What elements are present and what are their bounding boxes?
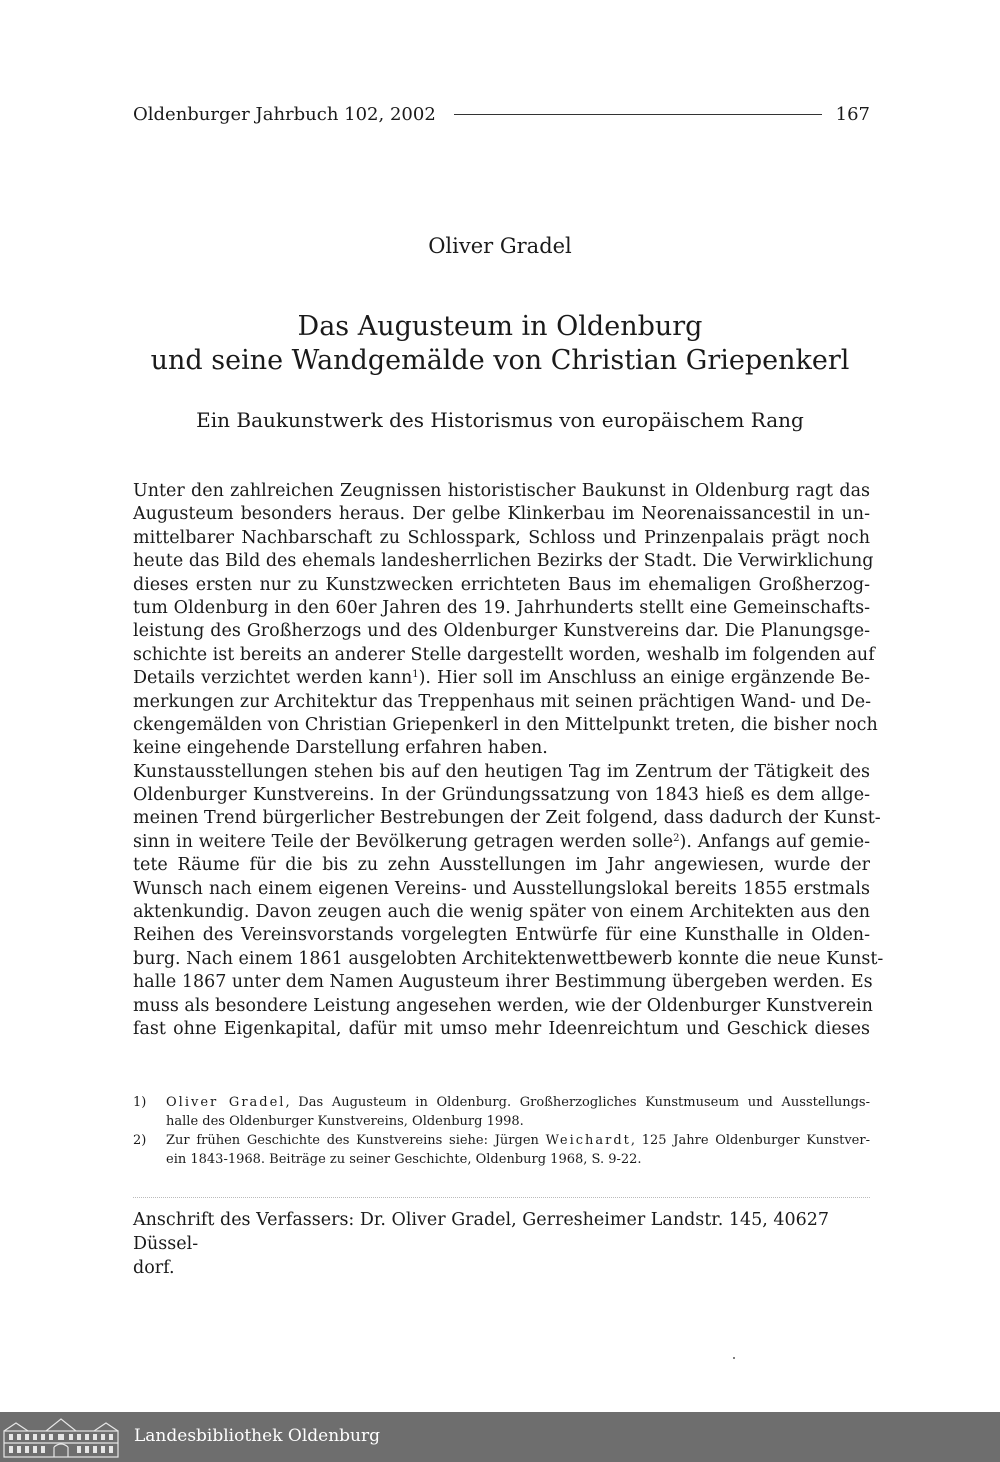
footer-label: Landesbibliothek Oldenburg xyxy=(134,1426,381,1446)
footnote-number: 2) xyxy=(133,1133,147,1148)
body-text-fragment: ). Anfangs auf gemie- xyxy=(679,831,870,852)
footnote-text: , Das Augusteum in Oldenburg. Großherzogliches Kunstmuseum und Ausstellungs- xyxy=(285,1095,870,1110)
footnote-2 xyxy=(133,1131,870,1169)
body-line: tum Oldenburg in den 60er Jahren des 19. Jahrhunderts stellt eine Gemeinschafts- xyxy=(133,597,870,618)
body-line: keine eingehende Darstellung erfahren haben. xyxy=(133,738,548,759)
body-line: Wunsch nach einem eigenen Vereins- und Ausstellungslokal bereits 1855 erstmals xyxy=(133,878,870,899)
article-title-line-2: und seine Wandgemälde von Christian Griepenkerl xyxy=(150,345,850,376)
body-line: ckengemälden von Christian Griepenkerl in den Mittelpunkt treten, die bisher noch xyxy=(133,714,878,735)
page-number: 167 xyxy=(835,103,870,125)
article-title-line-1: Das Augusteum in Oldenburg xyxy=(297,311,703,342)
article-title xyxy=(0,310,1000,378)
footnote-author: Oliver Gradel xyxy=(166,1095,286,1110)
footnote-text: Zur frühen Geschichte des Kunstvereins siehe: Jürgen xyxy=(166,1133,546,1148)
footnote-ref-1[interactable]: 1 xyxy=(412,669,419,681)
body-line: tete Räume für die bis zu zehn Ausstellungen im Jahr angewiesen, wurde der xyxy=(133,855,870,876)
body-text-fragment: Details verzichtet werden kann xyxy=(133,668,413,689)
journal-title: Oldenburger Jahrbuch 102, 2002 xyxy=(133,103,436,125)
footnote-1 xyxy=(133,1093,870,1131)
body-line: schichte ist bereits an anderer Stelle dargestellt worden, weshalb im folgenden auf xyxy=(133,644,875,665)
address-line-1: Anschrift des Verfassers: Dr. Oliver Gradel, Gerresheimer Landstr. 145, 40627 Düssel- xyxy=(133,1210,830,1254)
body-line xyxy=(133,667,870,690)
footnote-line: ein 1843-1968. Beiträge zu seiner Geschichte, Oldenburg 1968, S. 9-22. xyxy=(166,1152,642,1167)
body-line xyxy=(133,831,870,854)
library-building-icon xyxy=(2,1415,120,1459)
body-line: heute das Bild des ehemals landesherrlichen Bezirks der Stadt. Die Verwirklichung xyxy=(133,551,874,572)
body-line: merkungen zur Architektur das Treppenhaus mit seinen prächtigen Wand- und De- xyxy=(133,691,872,712)
body-line: muss als besondere Leistung angesehen werden, wie der Oldenburger Kunstverein xyxy=(133,995,873,1016)
running-head xyxy=(133,101,870,127)
body-text-fragment: sinn in weitere Teile der Bevölkerung getragen werden solle xyxy=(133,831,674,852)
body-line: Reihen des Vereinsvorstands vorgelegten Entwürfe für eine Kunsthalle in Olden- xyxy=(133,925,870,946)
footnote-author: Weichardt xyxy=(545,1133,631,1148)
body-line: fast ohne Eigenkapital, dafür mit umso mehr Ideenreichtum und Geschick dieses xyxy=(133,1018,870,1039)
body-text-fragment: ). Hier soll im Anschluss an einige ergänzende Be- xyxy=(418,668,870,689)
body-line: halle 1867 unter dem Namen Augusteum ihrer Bestimmung übergeben werden. Es xyxy=(133,972,873,993)
body-line: Oldenburger Kunstvereins. In der Gründungssatzung von 1843 hieß es dem allge- xyxy=(133,785,870,806)
body-line: burg. Nach einem 1861 ausgelobten Architektenwettbewerb konnte die neue Kunst- xyxy=(133,948,884,969)
body-line: Unter den zahlreichen Zeugnissen historistischer Baukunst in Oldenburg ragt das xyxy=(133,481,870,501)
article-subtitle: Ein Baukunstwerk des Historismus von europäischem Rang xyxy=(196,408,804,432)
header-rule xyxy=(454,114,822,115)
scan-speck xyxy=(733,1357,735,1359)
footnote-ref-2[interactable]: 2 xyxy=(673,832,680,844)
author-address xyxy=(133,1208,870,1280)
body-line: meinen Trend bürgerlicher Bestrebungen der Zeit folgend, dass dadurch der Kunst- xyxy=(133,808,881,829)
footnotes xyxy=(133,1093,870,1169)
body-line: mittelbarer Nachbarschaft zu Schlosspark, Schloss und Prinzenpalais prägt noch xyxy=(133,527,870,548)
address-line-2: dorf. xyxy=(133,1258,175,1278)
footnote-number: 1) xyxy=(133,1095,147,1110)
article-body xyxy=(133,480,884,1041)
body-line: Augusteum besonders heraus. Der gelbe Klinkerbau im Neorenaissancestil in un- xyxy=(133,504,870,525)
body-line: dieses ersten nur zu Kunstzwecken errichteten Baus im ehemaligen Großherzog- xyxy=(133,574,870,595)
body-line: aktenkundig. Davon zeugen auch die wenig später von einem Architekten aus den xyxy=(133,902,870,923)
body-line: Kunstausstellungen stehen bis auf den heutigen Tag im Zentrum der Tätigkeit des xyxy=(133,761,870,782)
footnote-line xyxy=(166,1131,870,1150)
body-line: leistung des Großherzogs und des Oldenburger Kunstvereins dar. Die Planungsge- xyxy=(133,621,870,642)
footnote-text: , 125 Jahre Oldenburger Kunstver- xyxy=(630,1133,870,1148)
footnote-line xyxy=(166,1093,870,1112)
separator-rule xyxy=(133,1197,870,1198)
footnote-line: halle des Oldenburger Kunstvereins, Oldenburg 1998. xyxy=(166,1114,524,1129)
footer-bar xyxy=(0,1412,1000,1462)
article-author: Oliver Gradel xyxy=(428,234,572,258)
